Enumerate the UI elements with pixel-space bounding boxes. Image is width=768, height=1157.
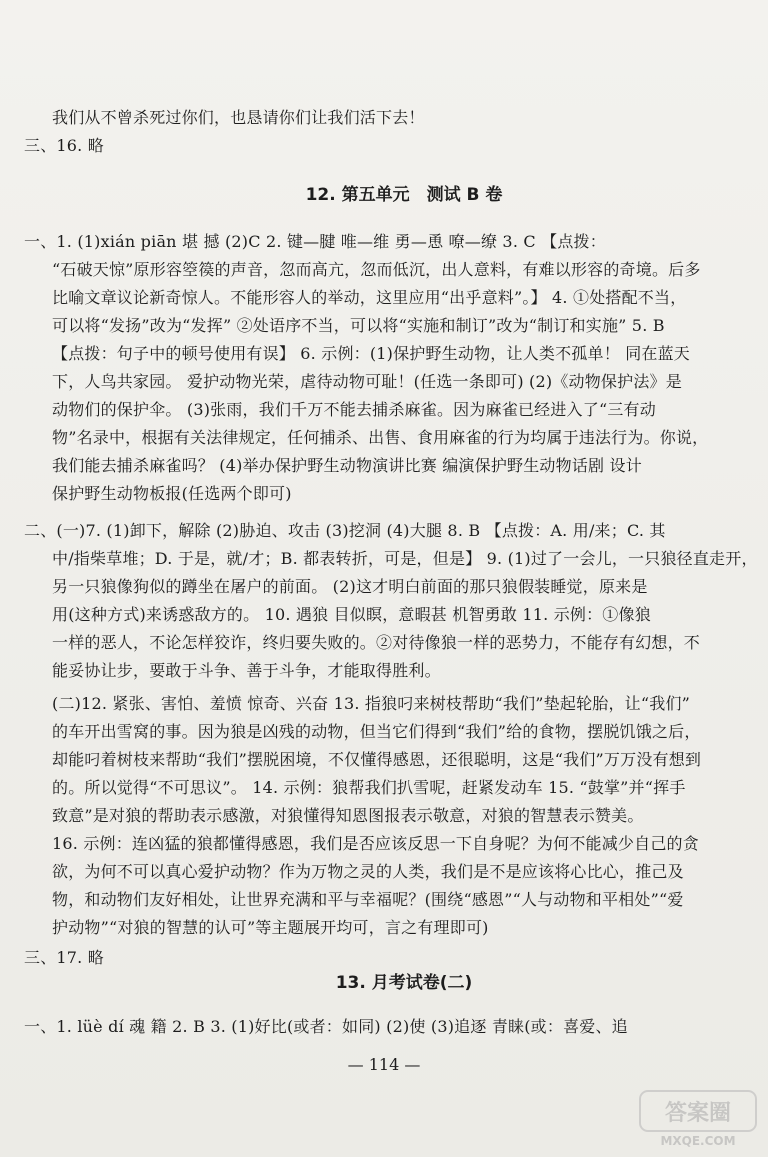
section-title: 13. 月考试卷(二) xyxy=(335,973,473,993)
answer-block-part2 xyxy=(24,517,758,657)
text-line: 的车开出雪窝的事。因为狼是凶残的动物，但当它们得到“我们”给的食物，摆脱饥饿之后， xyxy=(52,722,701,741)
text-line: 三、16. 略 xyxy=(24,136,104,155)
text-line: 【点拨：句子中的顿号使用有误】 6. 示例：(1)保护野生动物，让人类不孤单！ 同在蓝天 xyxy=(52,344,690,363)
text-line: “石破天惊”原形容箜篌的声音，忽而高亢，忽而低沉，出人意料，有难以形容的奇境。后多 xyxy=(52,260,701,279)
page-number: — 114 — xyxy=(347,1055,421,1074)
text-line: (二)12. 紧张、害怕、羞愤 惊奇、兴奋 13. 指狼叼来树枝帮助“我们”垫起轮胎，让“我们” xyxy=(52,694,691,713)
text-line: 可以将“发扬”改为“发挥” ②处语序不当，可以将“实施和制订”改为“制订和实施” 5. B xyxy=(52,316,665,335)
text-line: 物，和动物们友好相处，让世界充满和平与幸福呢？(围绕“感恩”“人与动物和平相处”“爱 xyxy=(52,890,684,909)
answer-block-part4 xyxy=(52,690,701,942)
watermark-logo xyxy=(638,1089,758,1149)
text-line: 致意”是对狼的帮助表示感激，对狼懂得知恩图报表示敬意，对狼的智慧表示赞美。 xyxy=(52,806,644,825)
text-line: 我们从不曾杀死过你们，也恳请你们让我们活下去！ xyxy=(52,108,425,127)
text-line: 二、(一)7. (1)卸下，解除 (2)胁迫、攻击 (3)挖洞 (4)大腿 8. B 【点拨：A. 用/来；C. 其 xyxy=(24,521,666,540)
answer-block-part1 xyxy=(24,228,708,508)
text-line: 一、1. lüè dí 魂 籍 2. B 3. (1)好比(或者：如同) (2)使 (3)追逐 青睐(或：喜爱、追 xyxy=(24,1017,628,1036)
text-line: 中/指柴草堆；D. 于是，就/才；B. 都表转折，可是，但是】 9. (1)过了一会儿，一只狼径直走开， xyxy=(52,549,758,568)
text-line: 比喻文章议论新奇惊人。不能形容人的举动，这里应用“出乎意料”。】 4. ①处搭配不当， xyxy=(52,288,687,307)
watermark-icon xyxy=(638,1089,758,1149)
section-title: 12. 第五单元 测试 B 卷 xyxy=(305,185,503,205)
text-line: 我们能去捕杀麻雀吗？ (4)举办保护野生动物演讲比赛 编演保护野生动物话剧 设计 xyxy=(52,456,642,475)
text-line: 护动物”“对狼的智慧的认可”等主题展开均可，言之有理即可) xyxy=(52,918,489,937)
text-line: 能妥协让步，要敢于斗争、善于斗争，才能取得胜利。 xyxy=(52,661,441,680)
text-line: 一、1. (1)xián piān 堪 撼 (2)C 2. 键—腱 唯—维 勇—恿 嘹—缭 3. C 【点拨： xyxy=(24,232,606,251)
text-line: 物”名录中，根据有关法律规定，任何捕杀、出售、食用麻雀的行为均属于违法行为。你说， xyxy=(52,428,709,447)
text-line: 却能叼着树枝来帮助“我们”摆脱困境，不仅懂得感恩，还很聪明，这是“我们”万万没有想到 xyxy=(52,750,702,769)
text-line: 一样的恶人，不论怎样狡诈，终归要失败的。②对待像狼一样的恶势力，不能存有幻想，不 xyxy=(52,633,701,652)
watermark-text: 答案圈 xyxy=(664,1101,732,1126)
text-line: 欲，为何不可以真心爱护动物？作为万物之灵的人类，我们是不是应该将心比心，推己及 xyxy=(52,862,684,881)
text-line: 的。所以觉得“不可思议”。 14. 示例：狼帮我们扒雪呢，赶紧发动车 15. “鼓掌”并“挥手 xyxy=(52,778,686,797)
text-line: 保护野生动物板报(任选两个即可) xyxy=(52,484,292,503)
text-line: 动物们的保护伞。 (3)张雨，我们千万不能去捕杀麻雀。因为麻雀已经进入了“三有动 xyxy=(52,400,656,419)
text-line: 用(这种方式)来诱惑敌方的。 10. 遇狼 目似瞑，意暇甚 机智勇敢 11. 示例：①像狼 xyxy=(52,605,651,624)
text-line: 另一只狼像狗似的蹲坐在屠户的前面。 (2)这才明白前面的那只狼假装睡觉，原来是 xyxy=(52,577,648,596)
watermark-url: MXQE.COM xyxy=(660,1134,736,1148)
text-line: 下，人鸟共家园。 爱护动物光荣，虐待动物可耻！(任选一条即可) (2)《动物保护法》是 xyxy=(52,372,682,391)
text-line: 16. 示例：连凶猛的狼都懂得感恩，我们是否应该反思一下自身呢？为何不能减少自己的贪 xyxy=(52,834,699,853)
text-line: 三、17. 略 xyxy=(24,948,104,967)
